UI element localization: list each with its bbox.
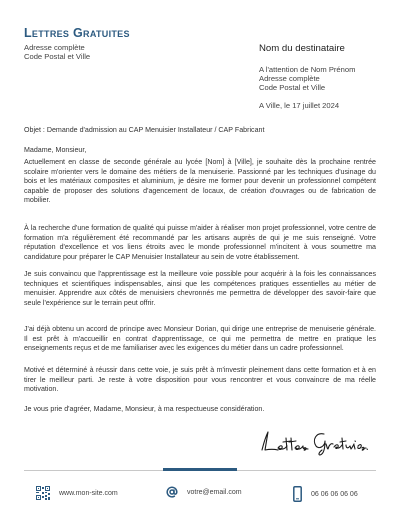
letter-paragraph-1: Actuellement en classe de seconde générale au lycée [Nom] à [Ville], je souhaite dès la prochaine rentrée scolaire m'orienter vers le domaine des métiers de la menuiserie. Passionné par les techniques d'usinage du bois et les matériaux composites et aluminium, je désire me former pour devenir un professionnel compétent capable de proposer des solutions d'agencement de locaux, de création d'ouvrages ou de fabrication de mobilier. bbox=[24, 158, 376, 204]
letter-paragraph-3: Je suis convaincu que l'apprentissage est la meilleure voie possible pour acquérir à la fois les connaissances techniques et scientifiques indispensables, ainsi que les compétences pratiques essentielles au métier de menuisier. Apprendre aux côtés de menuisiers chevronnés me permettra de développer des savoir-faire que seule l'expérience sur le terrain peut offrir. bbox=[24, 270, 376, 307]
sender-address-line1: Adresse complète bbox=[24, 43, 85, 52]
letter-paragraph-4: J'ai déjà obtenu un accord de principe avec Monsieur Dorian, qui dirige une entreprise de menuiserie générale. Il est prêt à m'accueillir en contrat d'apprentissage, ce qui me permettra de mettre en pratique les enseignements reçus et de me familiariser avec les exigences du métier dans un cadre professionnel. bbox=[24, 325, 376, 352]
letter-paragraph-5: Motivé et déterminé à réussir dans cette voie, je suis prêt à m'investir pleinement dans cette formation et à en tirer le meilleur parti. Je reste à votre disposition pour vous rencontrer et vous convaincre de ma réelle motivation. bbox=[24, 366, 376, 393]
footer-phone bbox=[293, 486, 358, 502]
phone-text: 06 06 06 06 06 bbox=[311, 490, 358, 498]
website-text: www.mon-site.com bbox=[59, 489, 118, 497]
letter-date: A Ville, le 17 juillet 2024 bbox=[259, 101, 340, 110]
footer-email bbox=[166, 486, 242, 498]
at-sign-icon bbox=[166, 486, 178, 498]
mobile-phone-icon bbox=[293, 486, 302, 502]
footer-website bbox=[36, 486, 118, 500]
sender-name: Lettres Gratuites bbox=[24, 26, 130, 40]
letter-object: Objet : Demande d'admission au CAP Menuisier Installateur / CAP Fabricant bbox=[24, 126, 265, 134]
recipient-address-line1: Adresse complète bbox=[259, 74, 320, 84]
handwritten-signature bbox=[258, 428, 368, 458]
qr-code-icon bbox=[36, 486, 50, 500]
recipient-attention: A l'attention de Nom Prénom bbox=[259, 65, 356, 74]
email-text: votre@email.com bbox=[187, 488, 242, 496]
sender-address bbox=[24, 43, 90, 61]
letter-paragraph-2: À la recherche d'une formation de qualité qui puisse m'aider à réaliser mon projet professionnel, votre centre de formation m'a régulièrement été recommandé par les artisans auprès de qui je me suis renseigné. Votre réputation d'excellence et vos liens étroits avec le monde professionnel m'incitent à vous soumettre ma candidature pour préparer le CAP Menuisier Installateur au sein de votre établissement. bbox=[24, 224, 376, 261]
sender-address-line2: Code Postal et Ville bbox=[24, 52, 91, 62]
recipient-address-line2: Code Postal et Ville bbox=[259, 83, 326, 93]
recipient-name: Nom du destinataire bbox=[259, 43, 345, 54]
letter-salutation: Madame, Monsieur, bbox=[24, 146, 87, 154]
recipient-address bbox=[259, 65, 355, 93]
letter-closing: Je vous prie d'agréer, Madame, Monsieur, à ma respectueuse considération. bbox=[24, 405, 265, 413]
footer-divider-accent bbox=[163, 468, 237, 471]
